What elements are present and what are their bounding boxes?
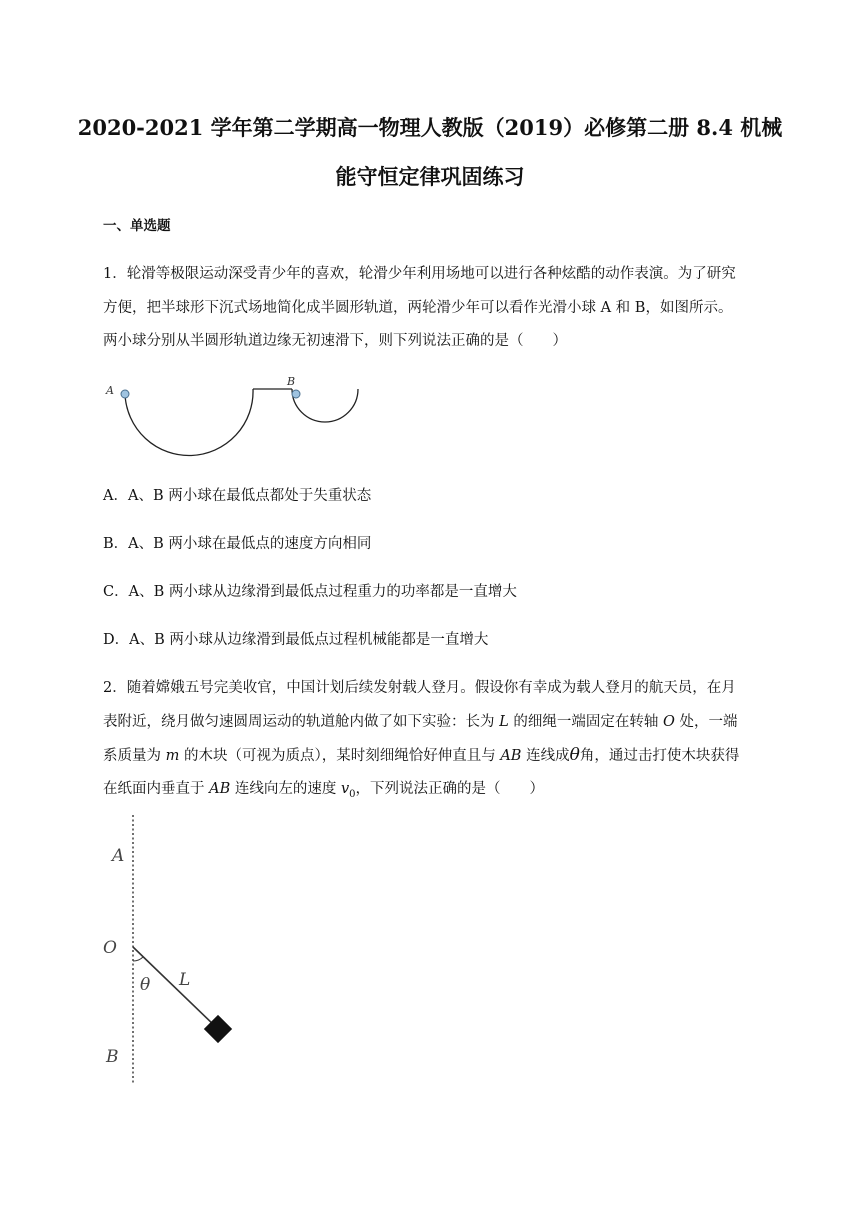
q1-text-line-1: 1．轮滑等极限运动深受青少年的喜欢，轮滑少年利用场地可以进行各种炫酷的动作表演。为了研究 [103,266,736,282]
document-title [60,103,800,201]
figure-label-a: A [106,384,114,397]
q1-text-line-2: 方便，把半球形下沉式场地简化成半圆形轨道，两轮滑少年可以看作光滑小球 A 和 B，如图所示。 [103,300,733,316]
ball-a [121,390,129,398]
section-heading: 一、单选题 [103,218,171,234]
q2-text-line-3: 系质量为 m 的木块（可视为质点），某时刻细绳恰好伸直且与 AB 连线成θ角，通过击打使木块获得 [103,745,740,765]
title-line-2: 能守恒定律巩固练习 [335,164,525,189]
fig2-label-b: B [106,1047,119,1067]
fig2-label-a: A [112,846,125,866]
q1-option-b: B．A、B 两小球在最低点的速度方向相同 [103,536,372,552]
figure-label-b: B [287,375,296,388]
ball-b [292,390,300,398]
q1-option-c: C．A、B 两小球从边缘滑到最低点过程重力的功率都是一直增大 [103,584,517,600]
q1-option-a: A．A、B 两小球在最低点都处于失重状态 [103,488,372,504]
fig2-label-theta: θ [140,975,151,995]
q2-text-line-1: 2．随着嫦娥五号完美收官，中国计划后续发射载人登月。假设你有幸成为载人登月的航天员，在月 [103,680,736,696]
fig2-label-o: O [103,938,117,958]
fig2-label-l: L [179,970,191,990]
q2-pendulum-figure [95,815,255,1090]
title-line-1: 2020-2021 学年第二学期高一物理人教版（2019）必修第二册 8.4 机械 [77,115,783,140]
q1-track-figure [100,370,370,465]
q2-text-line-2: 表附近，绕月做匀速圆周运动的轨道舱内做了如下实验：长为 L 的细绳一端固定在转轴 O 处，一端 [103,714,738,730]
q1-text-line-3: 两小球分别从半圆形轨道边缘无初速滑下，则下列说法正确的是（ ） [103,333,567,349]
q2-text-line-4: 在纸面内垂直于 AB 连线向左的速度 $v_0$，下列说法正确的是（ ） [103,781,545,800]
q1-option-d: D．A、B 两小球从边缘滑到最低点过程机械能都是一直增大 [103,632,489,648]
